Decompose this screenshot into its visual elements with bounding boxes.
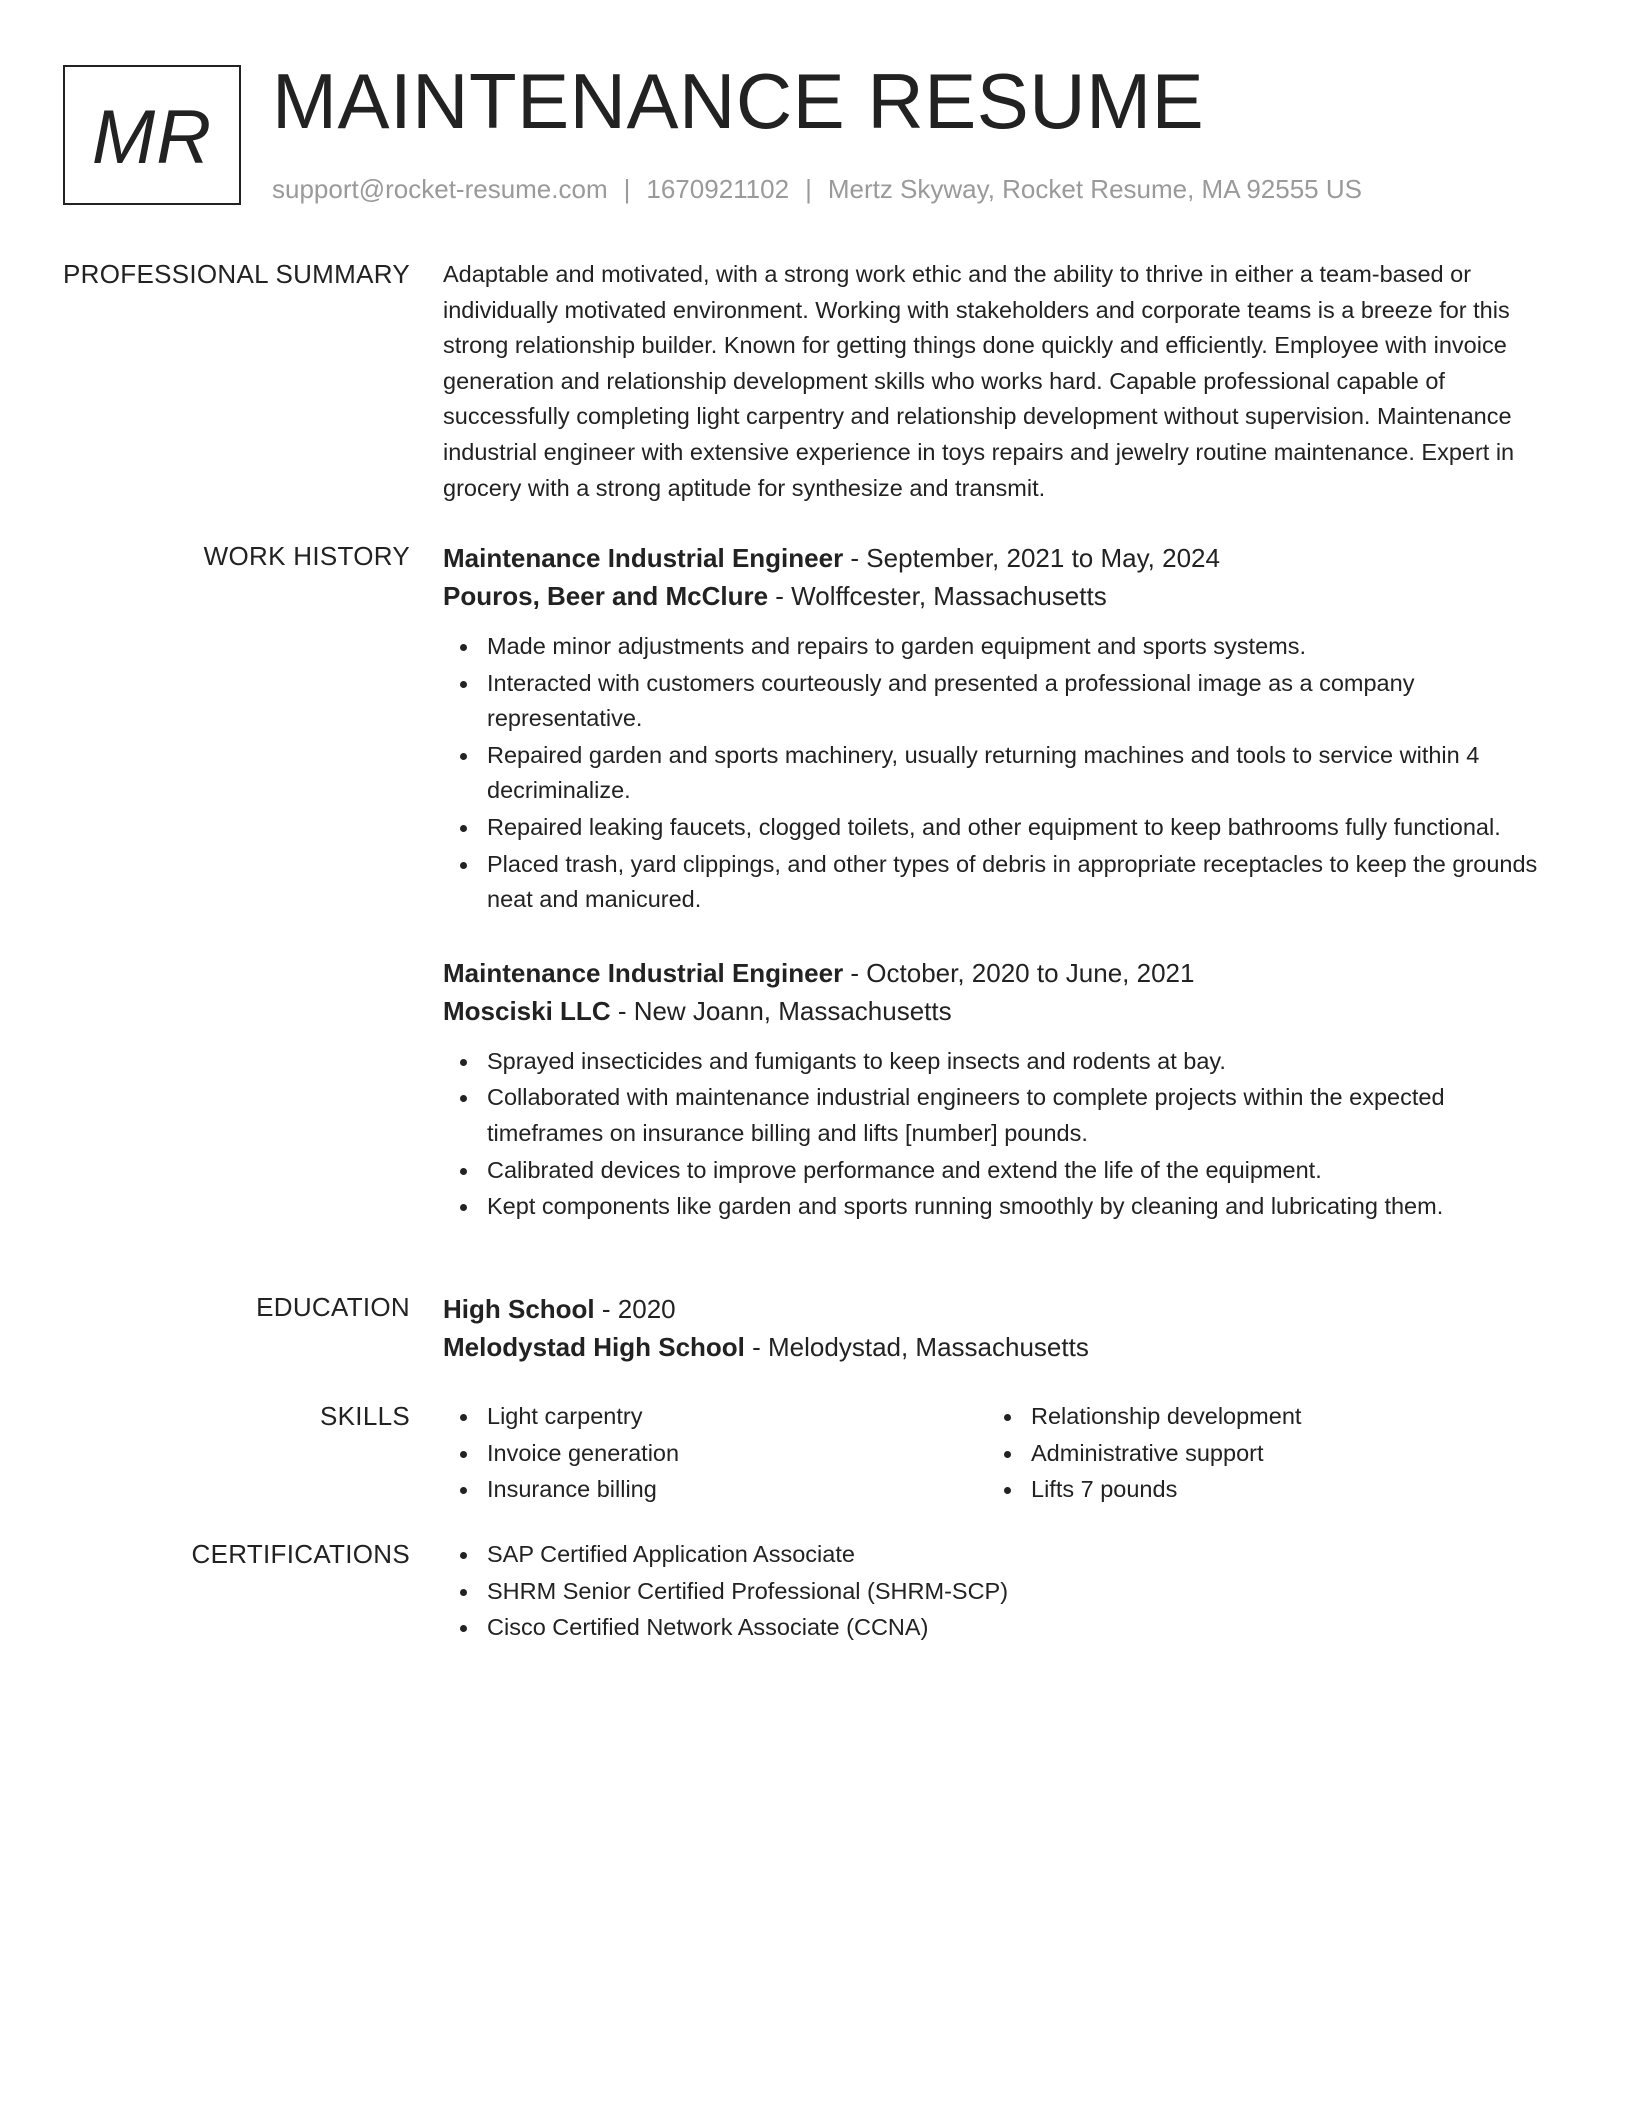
- contact-email: support@rocket-resume.com: [272, 174, 608, 204]
- list-item: Made minor adjustments and repairs to garden equipment and sports systems.: [487, 629, 1555, 665]
- job-entry: [443, 539, 1555, 918]
- education-body: [443, 1290, 1555, 1366]
- job-title: Maintenance Industrial Engineer: [443, 543, 844, 573]
- certification-item: SAP Certified Application Associate: [487, 1537, 1555, 1573]
- job-location: - Wolffcester, Massachusetts: [768, 581, 1107, 611]
- job-title-line: [443, 539, 1555, 577]
- section-label-summary: PROFESSIONAL SUMMARY: [63, 259, 410, 289]
- list-item: Repaired garden and sports machinery, usually returning machines and tools to service within 4 decriminalize.: [487, 738, 1555, 809]
- education-location: - Melodystad, Massachusetts: [744, 1332, 1089, 1362]
- certification-list: [443, 1537, 1555, 1646]
- certification-item: Cisco Certified Network Associate (CCNA): [487, 1610, 1555, 1646]
- list-item: Interacted with customers courteously and presented a professional image as a company representative.: [487, 666, 1555, 737]
- job-company-line: [443, 992, 1555, 1030]
- job-company: Pouros, Beer and McClure: [443, 581, 769, 611]
- education-degree: High School: [443, 1294, 595, 1324]
- job-location: - New Joann, Massachusetts: [610, 995, 952, 1026]
- job-title-line: [443, 954, 1555, 992]
- summary-text: Adaptable and motivated, with a strong work ethic and the ability to thrive in either a team-based or individually motivated environment. Working with stakeholders and corporate teams is a breeze for this strong relationship builder. Known for getting things done quickly and efficiently. Employee with invoice generation and relationship development skills who works hard. Capable professional capable of successfully completing light carpentry and relationship development without supervision. Maintenance industrial engineer with extensive experience in toys repairs and jewelry routine maintenance. Expert in grocery with a strong aptitude for synthesize and transmit.: [443, 261, 1515, 501]
- certification-item: SHRM Senior Certified Professional (SHRM-SCP): [487, 1574, 1555, 1610]
- education-year: - 2020: [594, 1294, 676, 1324]
- list-item: Collaborated with maintenance industrial engineers to complete projects within the expected timeframes on insurance billing and lifts [number] pounds.: [487, 1080, 1555, 1151]
- list-item: Placed trash, yard clippings, and other types of debris in appropriate receptacles to keep the grounds neat and manicured.: [487, 847, 1555, 918]
- education-school: Melodystad High School: [443, 1332, 745, 1362]
- section-label-skills: SKILLS: [320, 1401, 410, 1431]
- education-degree-line: [443, 1290, 1555, 1328]
- contact-address: Mertz Skyway, Rocket Resume, MA 92555 US: [827, 174, 1362, 204]
- skill-item: Insurance billing: [487, 1472, 987, 1508]
- work-history-body: [443, 539, 1555, 1226]
- summary-body: [443, 257, 1555, 506]
- section-label-certifications: CERTIFICATIONS: [191, 1539, 410, 1569]
- skill-item: Administrative support: [1031, 1436, 1531, 1472]
- section-label-education: EDUCATION: [256, 1292, 410, 1322]
- job-dates: - September, 2021 to May, 2024: [843, 543, 1220, 573]
- monogram-initials: MR: [91, 94, 213, 180]
- contact-separator: |: [805, 174, 812, 204]
- skills-column-1: [443, 1399, 987, 1509]
- skills-grid: [443, 1399, 1555, 1509]
- list-item: Repaired leaking faucets, clogged toilets, and other equipment to keep bathrooms fully functional.: [487, 810, 1555, 846]
- skill-item: Invoice generation: [487, 1436, 987, 1472]
- list-item: Sprayed insecticides and fumigants to keep insects and rodents at bay.: [487, 1044, 1555, 1080]
- section-label-work-history: WORK HISTORY: [203, 541, 410, 571]
- job-company: Mosciski LLC: [443, 995, 611, 1026]
- contact-line: [272, 172, 1362, 206]
- resume-title: MAINTENANCE RESUME: [272, 57, 1205, 145]
- contact-separator: |: [623, 174, 631, 204]
- job-company-line: [443, 577, 1555, 615]
- skill-item: Lifts 7 pounds: [1031, 1472, 1531, 1508]
- skills-column-2: [987, 1399, 1531, 1509]
- contact-phone: 1670921102: [646, 174, 790, 204]
- skills-body: [443, 1399, 1555, 1509]
- job-title: Maintenance Industrial Engineer: [443, 957, 844, 988]
- list-item: Kept components like garden and sports running smoothly by cleaning and lubricating them.: [487, 1189, 1555, 1225]
- job-entry: [443, 954, 1555, 1225]
- job-dates: - October, 2020 to June, 2021: [843, 957, 1195, 988]
- job-bullet-list: [443, 629, 1555, 918]
- job-bullet-list: [443, 1044, 1555, 1225]
- education-school-line: [443, 1328, 1555, 1366]
- skill-item: Relationship development: [1031, 1399, 1531, 1435]
- skill-item: Light carpentry: [487, 1399, 987, 1435]
- monogram-badge: [63, 65, 241, 205]
- certifications-body: [443, 1537, 1555, 1647]
- list-item: Calibrated devices to improve performance and extend the life of the equipment.: [487, 1153, 1555, 1189]
